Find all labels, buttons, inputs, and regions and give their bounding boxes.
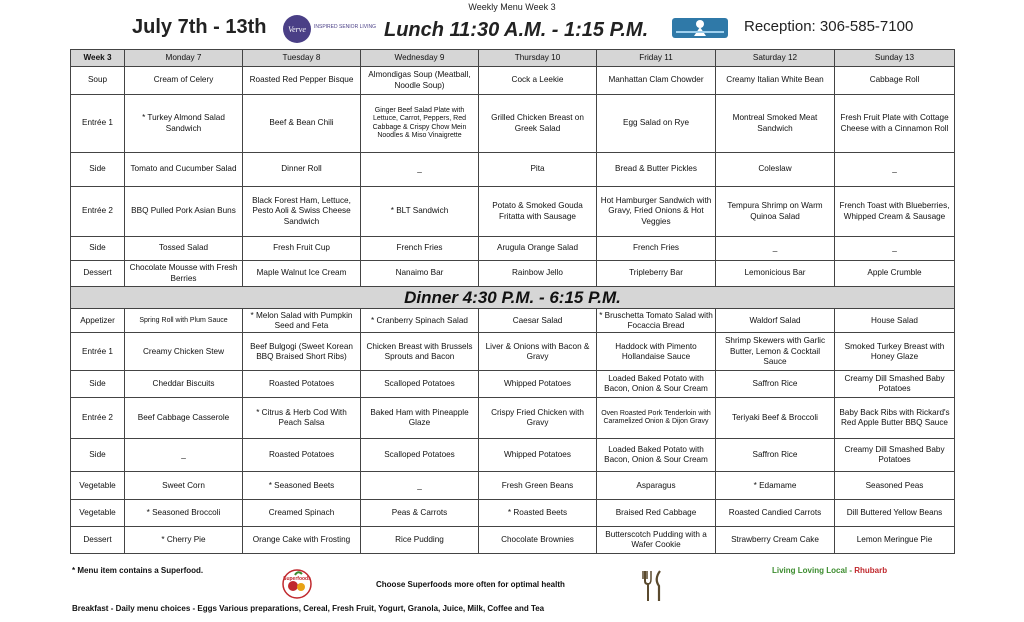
menu-cell: * Melon Salad with Pumpkin Seed and Feta [243,309,361,333]
table-row [71,527,955,554]
day-header: Monday 7 [125,50,243,67]
menu-cell: House Salad [835,309,955,333]
menu-cell: Spring Roll with Plum Sauce [125,309,243,333]
menu-cell: Waldorf Salad [716,309,835,333]
header-row [71,50,955,67]
menu-cell: * Citrus & Herb Cod With Peach Salsa [243,398,361,439]
menu-cell: Almondigas Soup (Meatball, Noodle Soup) [361,67,479,95]
menu-cell: Loaded Baked Potato with Bacon, Onion & Sour Cream [597,371,716,398]
row-label: Entrée 2 [71,187,125,237]
svg-text:INSPIRED SENIOR LIVING: INSPIRED SENIOR LIVING [314,24,376,30]
menu-cell: Rainbow Jello [479,261,597,287]
menu-cell: Cheddar Biscuits [125,371,243,398]
table-row [71,500,955,527]
menu-cell: Montreal Smoked Meat Sandwich [716,95,835,153]
verve-logo [282,14,376,44]
menu-cell: Shrimp Skewers with Garlic Butter, Lemon & Cocktail Sauce [716,333,835,371]
menu-cell: Haddock with Pimento Hollandaise Sauce [597,333,716,371]
menu-cell: Tripleberry Bar [597,261,716,287]
fork-knife-icon [640,569,666,603]
table-row [71,439,955,472]
menu-cell: * Edamame [716,472,835,500]
day-header: Sunday 13 [835,50,955,67]
row-label: Entrée 1 [71,95,125,153]
menu-cell: Saffron Rice [716,439,835,472]
row-label: Vegetable [71,500,125,527]
menu-cell: Grilled Chicken Breast on Greek Salad [479,95,597,153]
row-label: Dessert [71,261,125,287]
menu-cell: Creamy Italian White Bean [716,67,835,95]
menu-cell: Chocolate Mousse with Fresh Berries [125,261,243,287]
row-label: Side [71,439,125,472]
menu-cell: Potato & Smoked Gouda Fritatta with Sausage [479,187,597,237]
day-header: Thursday 10 [479,50,597,67]
living-local-label: Living Loving Local - [772,566,855,575]
table-row [71,398,955,439]
breakfast-note: Breakfast - Daily menu choices - Eggs Various preparations, Cereal, Fresh Fruit, Yogurt, Granola, Juice, Milk, Coffee and Tea [72,604,545,613]
menu-cell: Fresh Green Beans [479,472,597,500]
row-label: Entrée 2 [71,398,125,439]
menu-cell: Orange Cake with Frosting [243,527,361,554]
menu-cell: Asparagus [597,472,716,500]
dinner-banner-row [71,287,955,309]
menu-cell: Black Forest Ham, Lettuce, Pesto Aoli & Swiss Cheese Sandwich [243,187,361,237]
menu-cell: Braised Red Cabbage [597,500,716,527]
svg-text:Superfoods: Superfoods [283,576,311,582]
menu-cell: Beef & Bean Chili [243,95,361,153]
menu-cell: Saffron Rice [716,371,835,398]
menu-cell: Tempura Shrimp on Warm Quinoa Salad [716,187,835,237]
living-local-note [772,566,887,575]
superfoods-tagline: Choose Superfoods more often for optimal health [376,580,565,589]
page-header [70,10,954,48]
menu-cell: Teriyaki Beef & Broccoli [716,398,835,439]
menu-cell: Cream of Celery [125,67,243,95]
menu-cell: Apple Crumble [835,261,955,287]
menu-cell: Oven Roasted Pork Tenderloin with Caramelized Onion & Dijon Gravy [597,398,716,439]
menu-cell: BBQ Pulled Pork Asian Buns [125,187,243,237]
menu-cell: * BLT Sandwich [361,187,479,237]
menu-cell: Whipped Potatoes [479,371,597,398]
living-local-item: Rhubarb [854,566,888,575]
menu-cell: Chicken Breast with Brussels Sprouts and Bacon [361,333,479,371]
menu-cell: _ [835,153,955,187]
menu-cell: Roasted Red Pepper Bisque [243,67,361,95]
superfood-footnote: * Menu item contains a Superfood. [72,566,204,575]
table-row [71,187,955,237]
menu-cell: Rice Pudding [361,527,479,554]
svg-text:Verve: Verve [288,25,306,34]
menu-cell: Nanaimo Bar [361,261,479,287]
menu-cell: * Cranberry Spinach Salad [361,309,479,333]
menu-cell: Dill Buttered Yellow Beans [835,500,955,527]
menu-cell: Creamy Chicken Stew [125,333,243,371]
menu-cell: Roasted Candied Carrots [716,500,835,527]
menu-cell: Strawberry Cream Cake [716,527,835,554]
table-row [71,333,955,371]
date-range: July 7th - 13th [132,16,267,38]
menu-cell: * Roasted Beets [479,500,597,527]
menu-cell: French Fries [361,237,479,261]
menu-cell: Creamy Dill Smashed Baby Potatoes [835,371,955,398]
menu-cell: Liver & Onions with Bacon & Gravy [479,333,597,371]
menu-cell: Chocolate Brownies [479,527,597,554]
menu-cell: Lemonicious Bar [716,261,835,287]
menu-cell: French Fries [597,237,716,261]
menu-cell: Lemon Meringue Pie [835,527,955,554]
table-row [71,95,955,153]
menu-cell: Baked Ham with Pineapple Glaze [361,398,479,439]
menu-cell: Peas & Carrots [361,500,479,527]
table-row [71,261,955,287]
menu-cell: Tossed Salad [125,237,243,261]
menu-cell: Coleslaw [716,153,835,187]
menu-cell: Whipped Potatoes [479,439,597,472]
menu-cell: Egg Salad on Rye [597,95,716,153]
menu-cell: Scalloped Potatoes [361,371,479,398]
menu-cell: Cabbage Roll [835,67,955,95]
table-row [71,67,955,95]
day-header: Friday 11 [597,50,716,67]
menu-cell: Scalloped Potatoes [361,439,479,472]
menu-cell: Roasted Potatoes [243,439,361,472]
menu-cell: Manhattan Clam Chowder [597,67,716,95]
reception-phone: Reception: 306-585-7100 [744,18,914,35]
weekly-menu-table [70,49,955,554]
menu-cell: * Turkey Almond Salad Sandwich [125,95,243,153]
table-row [71,472,955,500]
menu-cell: Caesar Salad [479,309,597,333]
row-label: Side [71,371,125,398]
dinner-title: Dinner 4:30 P.M. - 6:15 P.M. [71,287,955,309]
menu-cell: _ [361,472,479,500]
table-row [71,237,955,261]
menu-cell: Hot Hamburger Sandwich with Gravy, Fried Onions & Hot Veggies [597,187,716,237]
menu-cell: * Seasoned Broccoli [125,500,243,527]
menu-cell: Butterscotch Pudding with a Wafer Cookie [597,527,716,554]
row-label: Dessert [71,527,125,554]
day-header: Tuesday 8 [243,50,361,67]
menu-cell: * Cherry Pie [125,527,243,554]
row-label: Side [71,237,125,261]
day-header: Saturday 12 [716,50,835,67]
menu-cell: Dinner Roll [243,153,361,187]
menu-cell: Beef Bulgogi (Sweet Korean BBQ Braised Short Ribs) [243,333,361,371]
menu-cell: Creamy Dill Smashed Baby Potatoes [835,439,955,472]
menu-cell: Fresh Fruit Plate with Cottage Cheese with a Cinnamon Roll [835,95,955,153]
menu-cell: Arugula Orange Salad [479,237,597,261]
menu-cell: Maple Walnut Ice Cream [243,261,361,287]
menu-cell: _ [716,237,835,261]
menu-cell: Baby Back Ribs with Rickard's Red Apple Butter BBQ Sauce [835,398,955,439]
row-label: Soup [71,67,125,95]
menu-cell: Fresh Fruit Cup [243,237,361,261]
menu-cell: Seasoned Peas [835,472,955,500]
menu-cell: Pita [479,153,597,187]
menu-cell: _ [125,439,243,472]
row-label: Entrée 1 [71,333,125,371]
menu-cell: * Bruschetta Tomato Salad with Focaccia Bread [597,309,716,333]
residence-logo-icon [670,14,730,42]
table-row [71,371,955,398]
row-label: Appetizer [71,309,125,333]
menu-cell: * Seasoned Beets [243,472,361,500]
lunch-title: Lunch 11:30 A.M. - 1:15 P.M. [384,19,649,41]
menu-cell: Cock a Leekie [479,67,597,95]
row-label: Vegetable [71,472,125,500]
menu-cell: _ [361,153,479,187]
menu-cell: _ [835,237,955,261]
table-row [71,309,955,333]
menu-cell: Loaded Baked Potato with Bacon, Onion & Sour Cream [597,439,716,472]
menu-week-note: Weekly Menu Week 3 [468,2,556,12]
menu-cell: Beef Cabbage Casserole [125,398,243,439]
menu-cell: Smoked Turkey Breast with Honey Glaze [835,333,955,371]
superfoods-logo [276,567,318,601]
day-header: Wednesday 9 [361,50,479,67]
menu-cell: Bread & Butter Pickles [597,153,716,187]
menu-cell: Creamed Spinach [243,500,361,527]
menu-cell: Ginger Beef Salad Plate with Lettuce, Carrot, Peppers, Red Cabbage & Crispy Chow Mein Noodles & Miso Vinaigrette [361,95,479,153]
table-row [71,153,955,187]
row-label: Side [71,153,125,187]
menu-cell: Tomato and Cucumber Salad [125,153,243,187]
week-header: Week 3 [71,50,125,67]
menu-cell: French Toast with Blueberries, Whipped Cream & Sausage [835,187,955,237]
menu-cell: Crispy Fried Chicken with Gravy [479,398,597,439]
menu-cell: Sweet Corn [125,472,243,500]
menu-cell: Roasted Potatoes [243,371,361,398]
